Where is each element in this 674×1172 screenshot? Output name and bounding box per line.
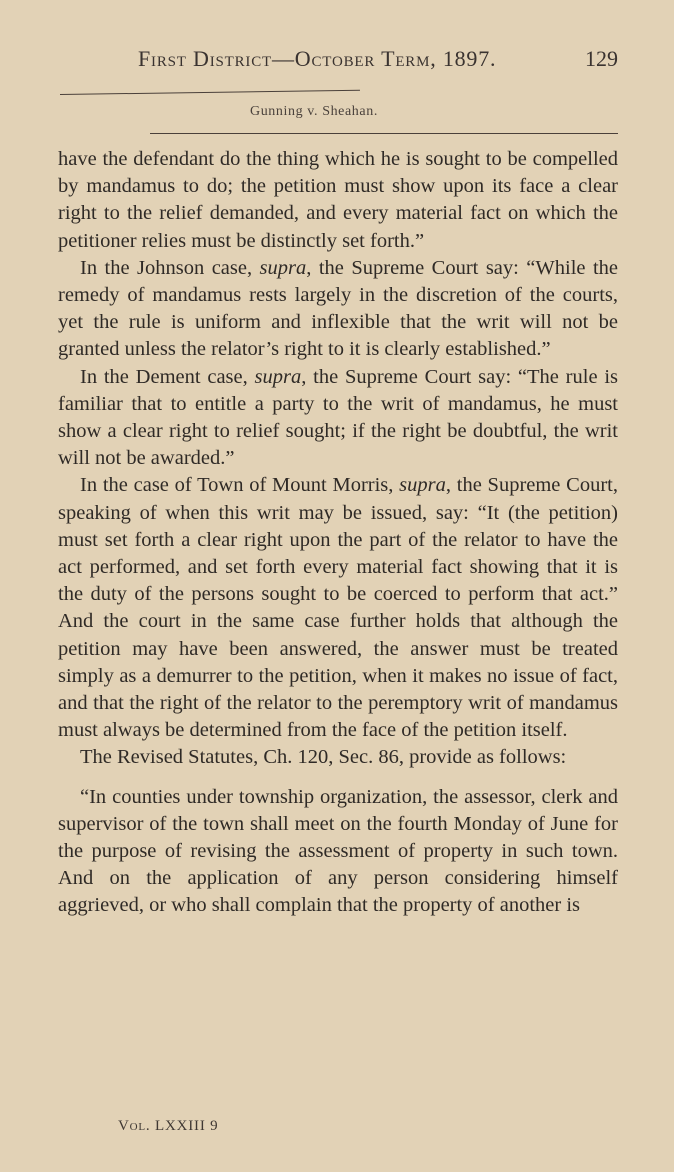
case-title: Gunning v. Sheahan.: [250, 104, 378, 119]
paragraph-4-end: , the Supreme Court, speaking of when this writ may be issued, say: “It (the petition) must set forth a clear right upon the part of the relator to have the act performed, and set forth every material fact showing that it is the duty of the persons sought to be coerced to perform that act.” And the court in the same case further holds that although the petition may have been answered, the answer must be treated simply as a demurrer to the petition, when it makes no issue of fact, and that the right of the relator to the peremptory writ of mandamus must always be determined from the face of the petition itself.: [58, 474, 618, 742]
paragraph-4-start: In the case of Town of Mount Morris,: [80, 474, 400, 497]
paragraph-3-end: , the Supreme Court say: “The rule is familiar that to entitle a party to the writ of mandamus, he must show a clear right to relief sought; if the right be doubtful, the writ will not be awarded.”: [58, 365, 618, 470]
case-title-rule: [150, 133, 618, 134]
paragraph-5: The Revised Statutes, Ch. 120, Sec. 86, provide as follows:: [80, 746, 567, 769]
paragraph-3: [58, 364, 618, 473]
paragraph-2: [58, 255, 618, 364]
header-rule: [60, 90, 360, 95]
paragraph-2-end: , the Supreme Court say: “While the remedy of mandamus rests largely in the discretion of the courts, yet the rule is uniform and inflexible that the writ will not be granted unless the relator’s right to it is clearly established.”: [58, 256, 618, 361]
paragraph-1: have the defendant do the thing which he is sought to be compelled by mandamus to do; the petition must show upon its face a clear right to the relief demanded, and every material fact on which the petitioner relies must be distinctly set forth.”: [58, 148, 618, 252]
signature-mark: Vol. LXXIII 9: [118, 1118, 219, 1134]
running-header: [138, 46, 618, 76]
header-title: First District—October Term, 1897.: [138, 46, 497, 71]
body-text: [58, 146, 618, 920]
paragraph-3-italic: supra: [254, 365, 302, 388]
paragraph-4: [58, 472, 618, 744]
paragraph-4-italic: supra: [399, 474, 446, 497]
page-number: 129: [585, 46, 618, 71]
paragraph-3-start: In the Dement case,: [80, 365, 255, 388]
paragraph-2-start: In the Johnson case,: [80, 256, 260, 279]
paragraph-2-italic: supra: [259, 256, 307, 279]
paragraph-6-quote: “In counties under township organization, the assessor, clerk and supervisor of the town shall meet on the fourth Monday of June for the purpose of revising the assessment of property in such town. And on the application of any person considering himself aggrieved, or who shall complain that the property of another is: [58, 785, 618, 917]
